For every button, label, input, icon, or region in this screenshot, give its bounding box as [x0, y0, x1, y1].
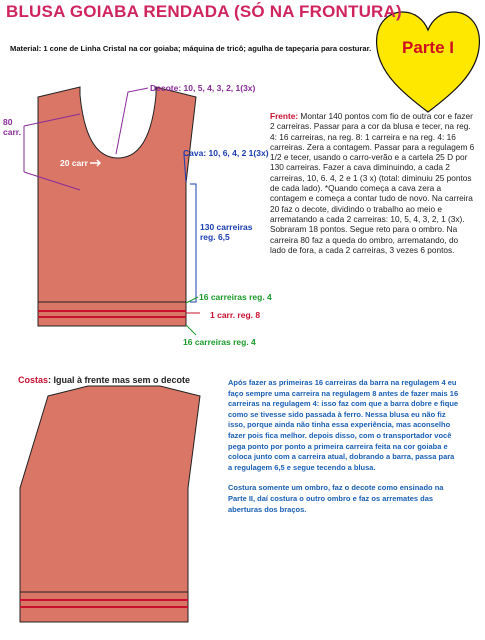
frente-body: Montar 140 pontos com fio de outra cor e fazer 2 carreiras. Passar para a cor da blusa e tecer, na reg. 4: 16 carreiras, na reg. 8: 1 carreira e na reg. 4: 16 carreiras. Zera a contagem. Passar para a regulagem 6 1/2 e tecer, usando o carro-verão e a cartela 25 D por 130 carreiras. Fazer a cava diminuindo, a cada 2 carreiras, 10, 6. 4, 2 e 1 (3 x) (total: diminuiu 25 pontos de cada lado). *Quando começa a cava zera a contagem e começa a contar tudo de novo. Na carreira 20 faz o decote, dividindo o trabalho ao meio e arrematando a cada 2 carreiras: 10, 5, 4, 3, 2, 1 (3x). Sobraram 18 pontos. Segue reto para o ombro. Na carreira 80 faz a queda do ombro, arrematando, do lado de fora, a cada 2 carreiras, 3 vezes 6 pontos.: [270, 111, 475, 255]
cava-label: Cava: 10, 6, 4, 2 1(3x): [183, 148, 269, 158]
carreiras130-label-line1: 130 carreiras: [200, 222, 253, 232]
reg4-bottom-line: [186, 325, 196, 335]
assembly-instructions: [228, 378, 460, 525]
reg4-top-label: 16 carreiras reg. 4: [199, 292, 272, 302]
page-title: BLUSA GOIABA RENDADA (SÓ NA FRONTURA): [6, 2, 402, 21]
reg8-label: 1 carr. reg. 8: [210, 310, 261, 320]
carr80-label: [3, 117, 21, 137]
carr80-label-line1: 80: [3, 117, 13, 127]
front-panel: [38, 87, 196, 302]
carreiras130-label: [200, 222, 252, 242]
heart-shape: [377, 12, 480, 112]
costas-heading-label: Costas: [18, 375, 49, 385]
frente-heading: Frente:: [270, 111, 299, 121]
costas-heading-body: : Igual à frente mas sem o decote: [48, 375, 191, 385]
frente-instructions: [270, 111, 475, 255]
carreiras130-label-line2: reg. 6,5: [200, 232, 230, 242]
part-badge: Parte I: [402, 38, 454, 57]
instruction-paragraph: Após fazer as primeiras 16 carreiras da barra na regulagem 4 eu faço sempre uma carreira na regulagem 8 antes de fazer mais 16 carreiras na regulagem 4: isso faz com que a barra dobre e fique como se tivesse sido passada à ferro. Nessa blusa eu não fiz isso, porque ainda não tinha essa experiência, mas aconselho fazer pois fica melhor. depois disso, com o transportador você pega ponto por ponto a primeira carreira feita na cor goiaba e coloca junto com a carreira atual, dobrando a barra, passa para a regulagem 6,5 e segue tecendo a blusa.: [228, 378, 459, 472]
decote-label: Decote: 10, 5, 4, 3, 2, 1(3x): [150, 83, 256, 93]
material-line: Material: 1 cone de Linha Cristal na cor goiaba; máquina de tricô; agulha de tapeçaria para costurar.: [10, 44, 372, 53]
carreiras130-bracket: [190, 184, 196, 302]
reg4-bottom-label: 16 carreiras reg. 4: [183, 337, 256, 347]
instruction-paragraph: Costura somente um ombro, faz o decote como ensinado na Parte II, daí costura o outro ombro e faz os arremates das aberturas dos braços.: [228, 483, 444, 514]
back-panel: [20, 386, 200, 592]
carr80-label-line2: carr.: [3, 127, 21, 137]
front-hem: [38, 302, 186, 326]
costas-heading: [18, 375, 190, 385]
carr20-label: 20 carr: [60, 158, 88, 168]
